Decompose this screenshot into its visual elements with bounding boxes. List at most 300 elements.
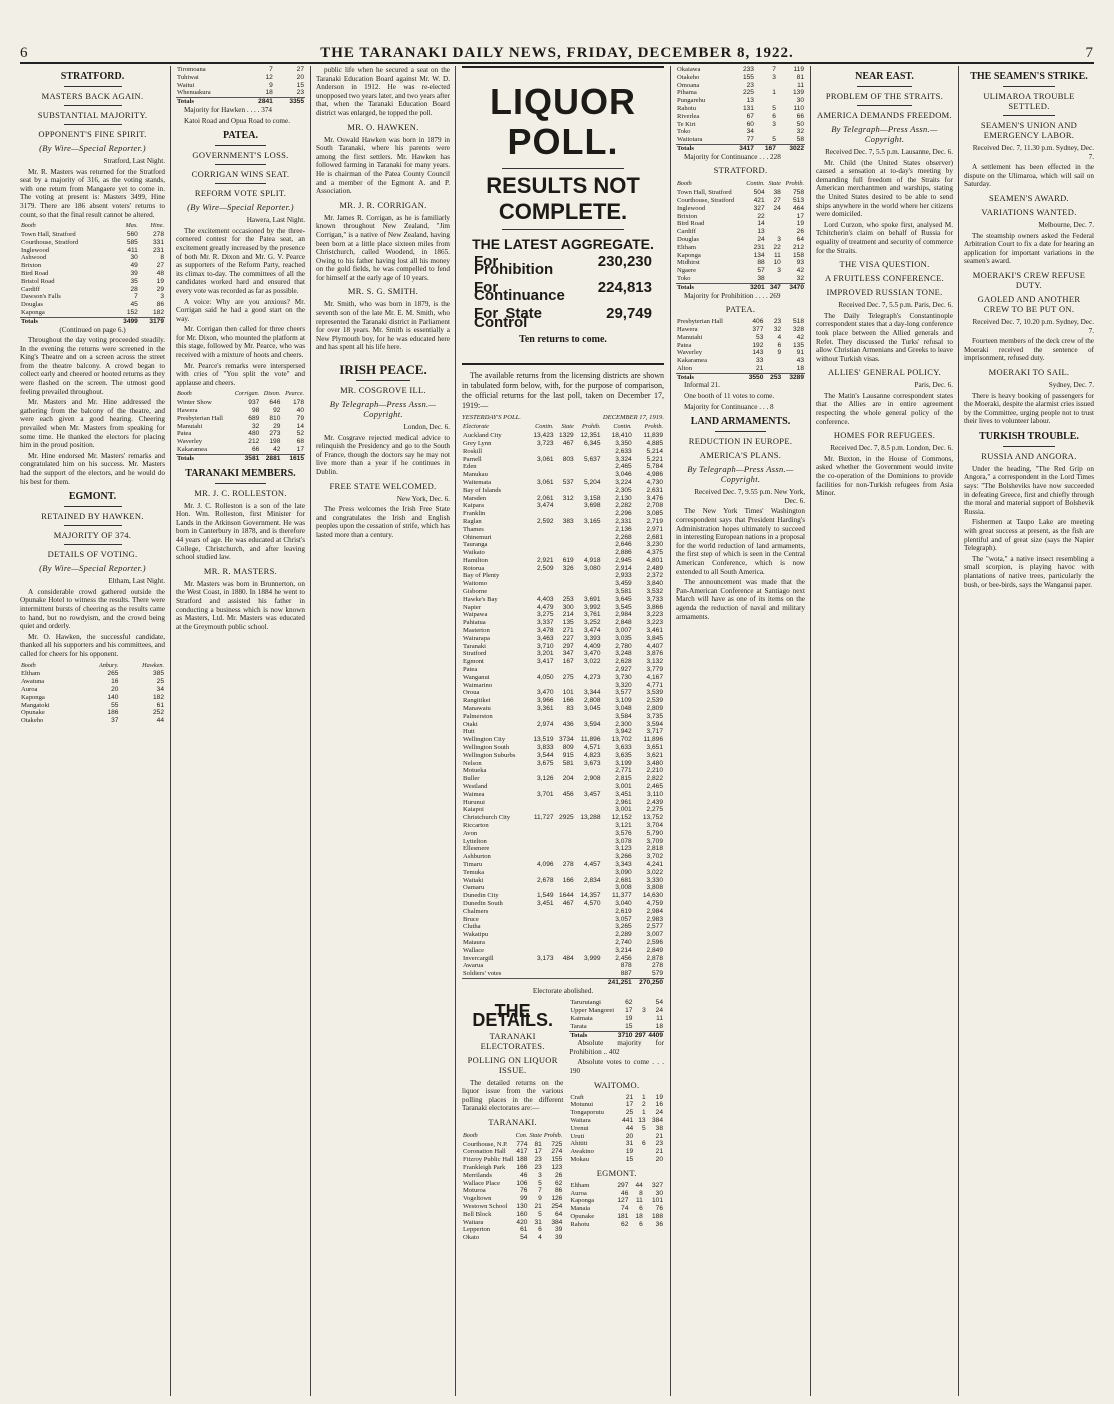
cell: 204 [562, 775, 574, 783]
divider [502, 229, 623, 230]
cell [575, 853, 602, 861]
cell: 3,361 [537, 705, 554, 713]
subhead: WAITOMO. [593, 1079, 640, 1090]
group-header: DECEMBER 17, 1919. [602, 413, 664, 421]
table-row [20, 239, 165, 247]
cell: 3,779 [646, 666, 663, 674]
cell [575, 487, 602, 495]
cell [555, 572, 575, 580]
dateline: Received Dec. 7, 9.55 p.m. New York, Dec. 6. [694, 488, 805, 505]
dateline: London, Dec. 6. [403, 423, 450, 432]
cell: 43 [796, 357, 804, 365]
subhead: MR. S. G. SMITH. [347, 286, 419, 297]
table-row [569, 1023, 664, 1031]
cell: 689 [248, 414, 260, 422]
cell: 347 [766, 283, 782, 291]
subhead: REDUCTION IN EUROPE. [688, 436, 793, 447]
cell: 2,061 [537, 494, 554, 502]
cell: 252 [152, 709, 164, 717]
cell: 3,080 [583, 564, 601, 572]
cell: 7 [269, 66, 273, 73]
cell: 328 [792, 325, 804, 333]
table-row [462, 1226, 563, 1234]
cell: 3,007 [646, 931, 663, 939]
table-row [462, 432, 664, 440]
table-row [462, 791, 664, 799]
cell [764, 357, 782, 365]
cell: 7 [772, 66, 776, 73]
table-row [462, 962, 664, 970]
byline: (By Wire—Special Reporter.) [39, 563, 146, 574]
table-row [676, 357, 805, 365]
row-label: Wellington South [463, 744, 510, 752]
cell [555, 845, 575, 853]
cell: 186 [107, 709, 119, 717]
cell: 23 [746, 81, 754, 89]
cell [555, 728, 575, 736]
cell: 44 [635, 1181, 643, 1189]
cell: 2,130 [615, 494, 632, 502]
cell: 2,136 [615, 525, 632, 533]
cell [575, 541, 602, 549]
table-row [176, 66, 305, 74]
cell [555, 978, 575, 986]
cell: 29 [156, 285, 164, 293]
table-row [569, 1213, 664, 1221]
cell: 4,457 [583, 860, 601, 868]
cell [575, 884, 602, 892]
table-row [462, 1203, 563, 1211]
cell: 278 [651, 962, 663, 970]
cell: 17 [625, 1007, 633, 1015]
cell [575, 939, 602, 947]
cell: 297 [562, 642, 574, 650]
dateline: Received Dec. 7, 8.5 p.m. London, Dec. 6. [830, 444, 953, 453]
cell: 167 [562, 658, 574, 666]
cell: 3,048 [615, 705, 632, 713]
cell: 518 [792, 318, 804, 326]
cell: 253 [562, 595, 574, 603]
subhead-results: RESULTS NOT COMPLETE. [486, 173, 640, 224]
cell [528, 448, 555, 456]
cell [555, 916, 575, 924]
headline-irish-peace: IRISH PEACE. [339, 362, 427, 378]
cell [528, 580, 555, 588]
cell: 13 [757, 228, 765, 236]
row-label: Pahiatua [463, 619, 486, 627]
cell: 2,927 [615, 666, 632, 674]
byline: By Telegraph—Press Assn.—Copyright. [687, 464, 794, 485]
total-row [569, 1031, 664, 1039]
cell [528, 931, 555, 939]
cell [528, 713, 555, 721]
cell [766, 275, 782, 283]
table-row [676, 326, 805, 334]
table-row [462, 534, 664, 542]
cell: 3,078 [615, 837, 632, 845]
cell: 2,984 [615, 611, 632, 619]
cell [528, 487, 555, 495]
row-label: Kaimata [570, 1014, 593, 1022]
table-row [676, 220, 805, 228]
cell: 76 [655, 1205, 663, 1213]
cell: 2,456 [615, 954, 632, 962]
aggregate-row [474, 278, 652, 305]
cell: 23 [296, 89, 304, 97]
table-row [462, 869, 664, 877]
row-label: Manaia [570, 1205, 591, 1213]
table-row [462, 853, 664, 861]
cell: 231 [753, 243, 765, 251]
cell: 3,698 [583, 502, 601, 510]
cell: 2,834 [583, 876, 601, 884]
table-row [462, 892, 664, 900]
cell [634, 1156, 646, 1164]
cell: 3,040 [615, 899, 632, 907]
cell: 13,519 [533, 736, 554, 744]
cell: 3022 [777, 144, 805, 152]
row-label: Riverlea [677, 112, 700, 120]
stratford-booth-table [676, 179, 805, 291]
row-label: Dunedin South [463, 899, 503, 907]
cell: 11,727 [533, 814, 554, 822]
row-label: Clutha [463, 923, 481, 931]
cell: 3,992 [583, 603, 601, 611]
cell: 3,866 [646, 603, 663, 611]
cell: 3,109 [615, 697, 632, 705]
cell: 21 [756, 364, 764, 372]
table-row [462, 479, 664, 487]
subhead: PATEA. [725, 304, 756, 315]
cell [528, 962, 555, 970]
cell [575, 463, 602, 471]
column-district-returns [676, 66, 805, 1396]
cell: 54 [655, 999, 663, 1007]
cell: 560 [126, 230, 138, 238]
table-row [462, 970, 664, 978]
table-row [569, 1156, 664, 1164]
table-row [176, 399, 305, 407]
cell: 4,823 [583, 751, 601, 759]
table-row [176, 89, 305, 97]
divider [64, 544, 122, 545]
cell [575, 822, 602, 830]
cell: 3,173 [537, 954, 554, 962]
cell: 13,752 [642, 814, 663, 822]
cell: 3,808 [646, 884, 663, 892]
cell [528, 908, 555, 916]
table-body [676, 66, 805, 144]
cell: 5,790 [646, 829, 663, 837]
table-row [462, 518, 664, 526]
row-label: Urenui [570, 1124, 589, 1132]
cell [528, 806, 555, 814]
row-label: Hawera [677, 325, 698, 333]
table-row [20, 231, 165, 239]
paragraph: The "wota," a native insect resembling a small scorpion, is playing havoc with plantations of native trees, particularly the bush, or bee-birds, says the Wanganui paper. [964, 554, 1094, 589]
subhead: MOERAKI TO SAIL. [988, 366, 1070, 377]
table-row [20, 286, 165, 294]
cell: 3,539 [646, 689, 663, 697]
page-number-left: 6 [20, 45, 29, 61]
cell: 4409 [648, 1031, 663, 1039]
cell: 3,999 [583, 954, 601, 962]
cell: 2881 [260, 454, 281, 462]
cell: 3,046 [615, 471, 632, 479]
cell: 152 [126, 308, 138, 316]
cell: 3,702 [646, 853, 663, 861]
cell [575, 838, 602, 846]
table-row [462, 822, 664, 830]
cell [575, 448, 602, 456]
cell [764, 365, 782, 373]
cell: 3,199 [615, 759, 632, 767]
cell: 4,759 [646, 899, 663, 907]
cell: 3,344 [583, 689, 601, 697]
cell: 49 [130, 262, 138, 270]
cell: 3,001 [615, 806, 632, 814]
column-patea [176, 66, 305, 1396]
paragraph: The Daily Telegraph's Constantinople correspondent states that a day-long conference took place between the Allied generals and Refet. They discussed the Turks' refusal to allow Christian Armenians and Greeks to leave without Turkish visas. [816, 311, 953, 363]
cell: 74 [621, 1205, 629, 1213]
cell: 3,675 [537, 759, 554, 767]
cell: 406 [752, 318, 764, 326]
row-label: Hawera [177, 407, 198, 415]
table-row [176, 82, 305, 90]
subhead-aggregate: THE LATEST AGGREGATE. [472, 236, 654, 252]
cell: 62 [554, 1179, 563, 1187]
cell: 3470 [782, 283, 805, 291]
cell: 99 [520, 1195, 528, 1203]
cell: 4,167 [646, 673, 663, 681]
table-row [20, 301, 165, 309]
table-row [462, 619, 664, 627]
cell: 809 [562, 744, 574, 752]
cell: 3,474 [583, 627, 601, 635]
cell: 3,709 [646, 837, 663, 845]
majority-line: Majority for Continuance . . . 228 [684, 152, 781, 161]
paragraph: A voice: Why are you anxious? Mr. Corrigan said he had a good start on the way. [176, 297, 305, 323]
cell: 3,704 [646, 821, 663, 829]
table-row [176, 438, 305, 446]
cell [755, 82, 777, 90]
cell: 1329 [559, 432, 574, 440]
cell: 67 [746, 112, 754, 120]
table-row [676, 259, 805, 267]
subhead: AMERICA'S PLANS. [699, 450, 782, 461]
divider [215, 483, 267, 484]
row-label: Tarata [570, 1022, 587, 1030]
table-row [176, 446, 305, 454]
table-row [676, 342, 805, 350]
row-label: Eltham [570, 1181, 590, 1189]
row-label: Bell Block [463, 1210, 492, 1218]
cell: 11 [656, 1014, 663, 1022]
cell: 57 [757, 267, 765, 275]
cell: 420 [516, 1218, 528, 1226]
row-label: Otakeho [21, 717, 44, 725]
cell: 11 [797, 81, 804, 89]
cell: 3355 [274, 98, 305, 106]
cell: 271 [562, 627, 574, 635]
cell [555, 713, 575, 721]
cell: 4,273 [583, 673, 601, 681]
cell: 3,324 [615, 455, 632, 463]
cell: 27 [296, 66, 304, 73]
cell: 3,121 [615, 821, 632, 829]
cell [575, 580, 602, 588]
divider [857, 86, 912, 87]
dateline: Received Dec. 7, 5.5 p.m. Paris, Dec. 6. [838, 301, 953, 310]
cell: 300 [562, 603, 574, 611]
row-label: Coronation Hall [463, 1148, 506, 1156]
cell: 3,633 [615, 744, 632, 752]
cell: 2,372 [646, 572, 663, 580]
cell: 25 [625, 1109, 634, 1117]
cell: 93 [796, 259, 804, 267]
cell: 2,822 [646, 775, 663, 783]
table-row [462, 682, 664, 690]
paragraph: Mr. Masters and Mr. Hine addressed the gathering from the balcony of the theatre, and were each given a good hearing. Cheering prevailed when Mr. Masters from speaking for some time. He thanked the electors for placing him in the proud position. [20, 398, 165, 450]
row-label: Waimea [463, 790, 485, 798]
cell [555, 471, 575, 479]
cell: 17 [534, 1148, 542, 1156]
cell: 9 [777, 349, 782, 357]
cell: 3,733 [646, 595, 663, 603]
cell [575, 806, 602, 814]
cell: 3,224 [615, 478, 632, 486]
row-label: Palmerston [463, 712, 493, 720]
cell [555, 799, 575, 807]
cell: 3 [772, 120, 776, 128]
table-row [462, 448, 664, 456]
paragraph: Mr. Buxton, in the House of Commons, asked whether the Government would invite the co-operation of the Dominions to provide facilities for non-Turkish refugees from Asia Minor. [816, 454, 953, 498]
row-label: Presbyterian Hall [177, 414, 223, 422]
cell: 91 [796, 349, 804, 357]
row-label: Raglan [463, 517, 482, 525]
cell [555, 541, 575, 549]
cell [528, 947, 555, 955]
cell: 30 [655, 1189, 663, 1197]
cell [575, 978, 602, 986]
row-label: Wallace Place [463, 1179, 500, 1187]
table-row [462, 728, 664, 736]
cell: 9 [269, 81, 273, 89]
continued-note: (Continued on page 6.) [59, 325, 126, 334]
col-header: Hawken. [142, 661, 164, 669]
col-header: State [529, 1131, 542, 1139]
cell [575, 947, 602, 955]
row-label: Waikato [463, 549, 485, 557]
cell: 61 [156, 701, 164, 709]
cell: 887 [620, 970, 632, 978]
cell: 23 [773, 318, 782, 326]
cell: 3,123 [615, 845, 632, 853]
note: Informal 21. [684, 381, 720, 390]
table-body [176, 399, 305, 454]
cell: 2,921 [537, 556, 554, 564]
table-row [569, 1109, 664, 1117]
subhead: EGMONT. [596, 1167, 637, 1178]
dateline: Paris, Dec. 6. [914, 381, 953, 390]
cell [528, 666, 555, 674]
cell: 411 [127, 246, 138, 254]
row-label: Midhirst [677, 259, 700, 267]
cell: 4,571 [583, 744, 601, 752]
row-label: Ohinemuri [463, 533, 492, 541]
table-body [569, 1094, 664, 1164]
cell: 2,631 [646, 486, 663, 494]
column-rule [670, 66, 671, 1396]
cell [575, 534, 602, 542]
waitomo-booth-table [569, 1094, 664, 1164]
cell: 3550 [742, 373, 765, 381]
cell: 77 [746, 136, 754, 144]
cell: 127 [617, 1197, 629, 1205]
cell: 3,061 [537, 478, 554, 486]
paragraph: Under the heading, "The Red Grip on Angora," a correspondent in the Lord Times says: "The Bolsheviks have now succeeded in defeating Greece, first and chiefly through the moral and material support of Bolshevik Russia. [964, 464, 1094, 516]
row-label: Frankleigh Park [463, 1164, 506, 1172]
aggregate-label: For Prohibition [474, 252, 554, 279]
table-row [462, 456, 664, 464]
cell: 9 [538, 1195, 542, 1203]
divider [64, 525, 122, 526]
cell: 581 [562, 759, 574, 767]
cell [528, 978, 555, 986]
cell: 7 [538, 1187, 542, 1195]
cell: 3,459 [615, 580, 632, 588]
table-row [462, 1156, 563, 1164]
subhead: VARIATIONS WANTED. [981, 206, 1077, 217]
cell: 3,457 [583, 790, 601, 798]
table-row [462, 767, 664, 775]
table-row [462, 627, 664, 635]
cell: 3,001 [615, 783, 632, 790]
row-label: Whenuakura [177, 89, 211, 97]
table-row [462, 643, 664, 651]
cell: 3,085 [646, 510, 663, 518]
cell: 130 [516, 1203, 528, 1211]
note: One booth of 11 votes to come. [684, 392, 775, 401]
row-label: Rahotu [677, 104, 697, 112]
cell: 2,808 [583, 697, 601, 705]
column-rule [455, 66, 456, 1396]
cell [575, 471, 602, 479]
cell [528, 799, 555, 807]
row-label: Waipawa [463, 611, 488, 619]
cell: 3,265 [615, 923, 632, 931]
divider [215, 145, 267, 146]
dateline: New York, Dec. 6. [396, 494, 450, 503]
cell: 2,740 [615, 938, 632, 946]
cell [528, 572, 555, 580]
row-label: Lyttelton [463, 837, 487, 845]
subhead: MR. O. HAWKEN. [347, 121, 419, 132]
cell: 2,681 [615, 876, 632, 884]
row-label: Upper Mangorei [570, 1007, 615, 1015]
cell [575, 728, 602, 736]
table-row [462, 799, 664, 807]
col-header: Electorate [463, 423, 489, 431]
cell: Totals [676, 373, 742, 381]
cell: 3,337 [537, 619, 554, 627]
divider [1003, 115, 1055, 116]
cell: 3,845 [646, 634, 663, 642]
cell: 86 [156, 301, 164, 309]
cell [528, 510, 555, 518]
cell: 2,282 [615, 502, 632, 510]
cell: 467 [562, 439, 574, 447]
